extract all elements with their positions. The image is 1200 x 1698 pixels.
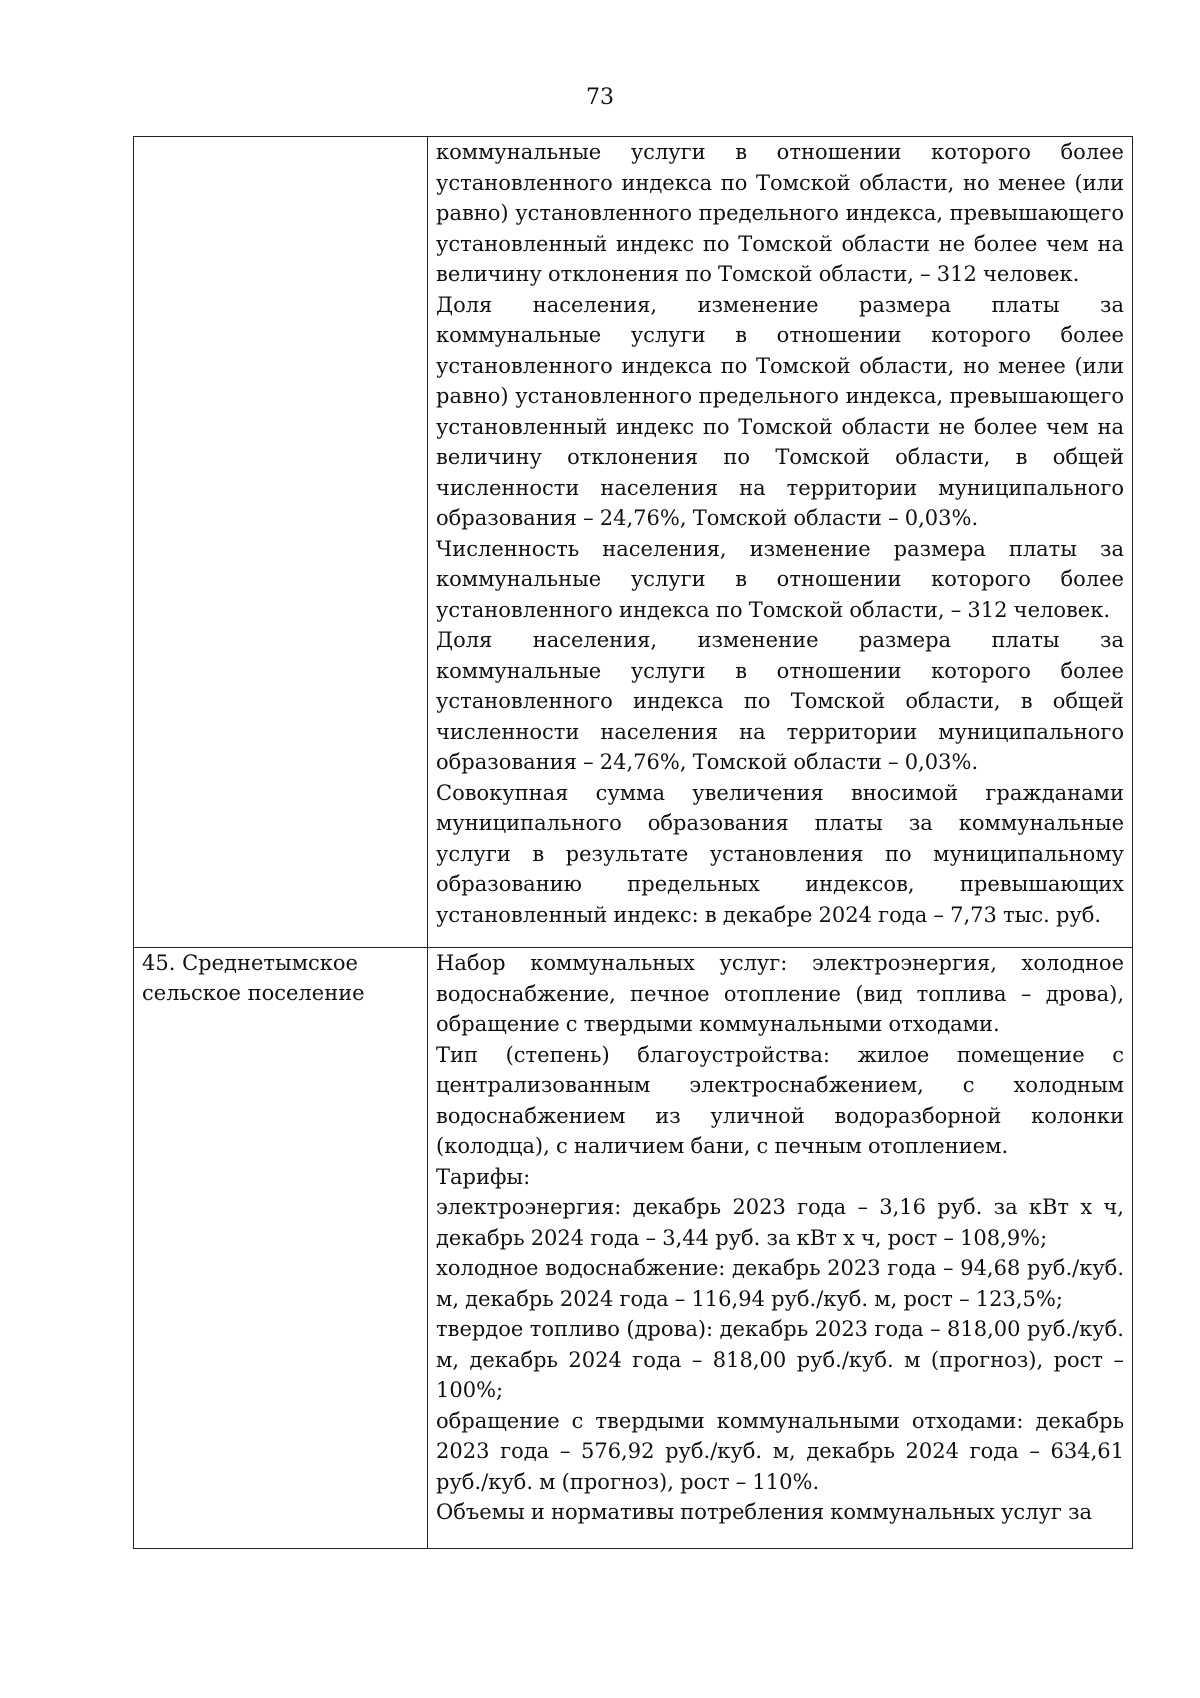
municipality-cell	[134, 948, 428, 1549]
description-cell	[428, 137, 1133, 948]
paragraph: электроэнергия: декабрь 2023 года – 3,16 руб. за кВт х ч, декабрь 2024 года – 3,44 руб. за кВт х ч, рост – 108,9%;	[436, 1195, 1124, 1250]
paragraph: Тип (степень) благоустройства: жилое помещение с централизованным электроснабжением, с холодным водоснабжением из уличной водоразборной колонки (колодца), с наличием бани, с печным отоплением.	[436, 1042, 1124, 1158]
paragraph: Набор коммунальных услуг: электроэнергия, холодное водоснабжение, печное отопление (вид топлива – дрова), обращение с твердыми коммунальными отходами.	[436, 951, 1124, 1036]
paragraph: холодное водоснабжение: декабрь 2023 года – 94,68 руб./куб. м, декабрь 2024 года – 116,94 руб./куб. м, рост – 123,5%;	[436, 1256, 1124, 1311]
table-row	[134, 137, 1133, 948]
paragraph: Объемы и нормативы потребления коммунальных услуг за	[436, 1500, 1093, 1524]
paragraph: Тарифы:	[436, 1164, 531, 1189]
paragraph: Доля населения, изменение размера платы за коммунальные услуги в отношении которого более установленного индекса по Томской области, но менее (или равно) установленного предельного индекса, превышающего установленный индекс по Томской области не более чем на величину отклонения по Томской области, в общей численности населения на территории муниципального образования – 24,76%, Томской области – 0,03%.	[436, 292, 1124, 530]
municipality-cell	[134, 137, 428, 948]
paragraph: Численность населения, изменение размера платы за коммунальные услуги в отношении которого более установленного индекса по Томской области, – 312 человек.	[436, 536, 1124, 622]
municipality-label: 45. Среднетымское сельское поселение	[142, 951, 365, 1005]
page-number: 73	[586, 85, 614, 110]
municipality-tariff-table	[133, 136, 1133, 1549]
paragraph: Совокупная сумма увеличения вносимой гражданами муниципального образования платы за коммунальные услуги в результате установления по муниципальному образованию предельных индексов, превышающих установленный индекс: в декабре 2024 года – 7,73 тыс. руб.	[436, 780, 1124, 927]
description-cell	[428, 948, 1133, 1549]
paragraph: Доля населения, изменение размера платы за коммунальные услуги в отношении которого более установленного индекса по Томской области, в общей численности населения на территории муниципального образования – 24,76%, Томской области – 0,03%.	[436, 628, 1124, 774]
paragraph: обращение с твердыми коммунальными отходами: декабрь 2023 года – 576,92 руб./куб. м, декабрь 2024 года – 634,61 руб./куб. м (прогноз), рост – 110%.	[436, 1408, 1124, 1494]
paragraph: твердое топливо (дрова): декабрь 2023 года – 818,00 руб./куб. м, декабрь 2024 года – 818,00 руб./куб. м (прогноз), рост – 100%;	[436, 1317, 1124, 1402]
paragraph: коммунальные услуги в отношении которого более установленного индекса по Томской области, но менее (или равно) установленного предельного индекса, превышающего установленный индекс по Томской области не более чем на величину отклонения по Томской области, – 312 человек.	[436, 140, 1124, 286]
table-row	[134, 948, 1133, 1549]
